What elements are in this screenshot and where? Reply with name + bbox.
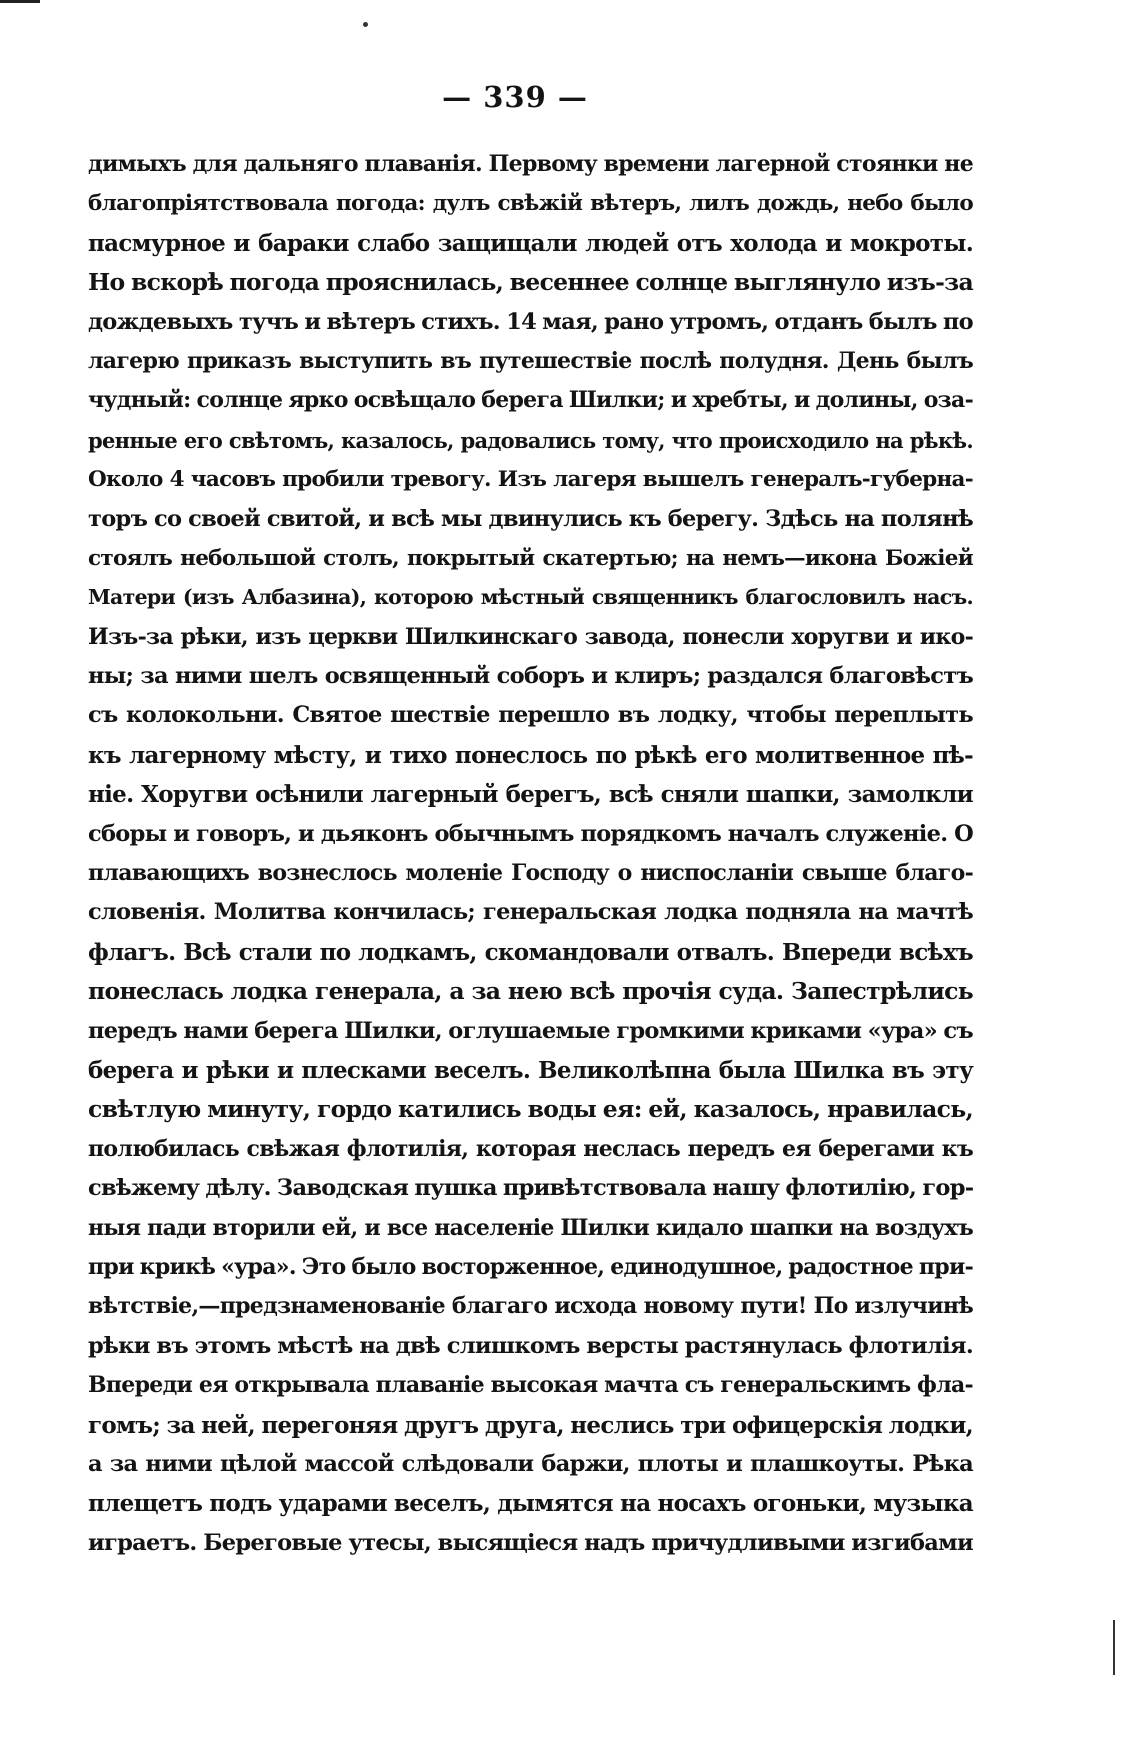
page-number: — 339 — <box>442 80 588 114</box>
text-line: къ лагерному мѣсту, и тихо понеслось по рѣкѣ его молитвенное пѣ- <box>88 741 973 769</box>
text-line: гомъ; за ней, перегоняя другъ друга, неслись три офицерскія лодки, <box>88 1411 973 1439</box>
text-line: флагъ. Всѣ стали по лодкамъ, скомандовали отвалъ. Впереди всѣхъ <box>88 938 973 966</box>
text-line: ныя пади вторили ей, и все населеніе Шилки кидало шапки на воздухъ <box>88 1214 973 1241</box>
text-line: а за ними цѣлой массой слѣдовали баржи, плоты и плашкоуты. Рѣка <box>88 1450 973 1477</box>
text-line: пасмурное и бараки слабо защищали людей отъ холода и мокроты. <box>88 229 973 257</box>
text-line: рѣки въ этомъ мѣстѣ на двѣ слишкомъ версты растянулась флотилія. <box>88 1332 973 1359</box>
text-line: Около 4 часовъ пробили тревогу. Изъ лагеря вышелъ генералъ-губерна- <box>88 467 973 493</box>
text-line: вѣтствіе,—предзнаменованіе благаго исхода новому пути! По излучинѣ <box>88 1293 973 1320</box>
scan-edge-mark <box>1113 1620 1115 1675</box>
text-line: словенія. Молитва кончилась; генеральская лодка подняла на мачтѣ <box>88 899 973 926</box>
text-line: Матери (изъ Албазина), которою мѣстный священникъ благословилъ насъ. <box>88 585 973 610</box>
text-line: понеслась лодка генерала, а за нею всѣ прочія суда. Запестрѣлись <box>88 977 973 1006</box>
text-line: плавающихъ вознеслось моленіе Господу о ниспосланіи свыше благо- <box>88 860 973 887</box>
text-line: Изъ-за рѣки, изъ церкви Шилкинскаго завода, понесли хоругви и ико- <box>88 623 973 650</box>
text-line: благопріятствовала погода: дулъ свѣжій вѣтеръ, лилъ дождь, небо было <box>88 191 973 217</box>
text-line: съ колокольни. Святое шествіе перешло въ лодку, чтобы переплыть <box>88 702 973 729</box>
text-line: торъ со своей свитой, и всѣ мы двинулись къ берегу. Здѣсь на полянѣ <box>88 505 973 532</box>
text-line: сборы и говоръ, и дьяконъ обычнымъ порядкомъ началъ служеніе. О <box>88 820 973 847</box>
text-line: играетъ. Береговые утесы, высящіеся надъ причудливыми изгибами <box>88 1529 973 1556</box>
text-line: димыхъ для дальняго плаванія. Первому времени лагерной стоянки не <box>88 151 973 177</box>
text-line: при крикѣ «ура». Это было восторженное, единодушное, радостное при- <box>88 1253 973 1280</box>
text-line: чудный: солнце ярко освѣщало берега Шилки; и хребты, и долины, оза- <box>88 387 973 414</box>
text-line: плещетъ подъ ударами веселъ, дымятся на носахъ огоньки, музыка <box>88 1490 973 1518</box>
text-line: берега и рѣки и плесками веселъ. Великолѣпна была Шилка въ эту <box>88 1056 973 1084</box>
scan-speck <box>363 22 368 27</box>
text-line: Впереди ея открывала плаваніе высокая мачта съ генеральскимъ фла- <box>88 1372 973 1399</box>
text-line: ніе. Хоругви осѣнили лагерный берегъ, всѣ сняли шапки, замолкли <box>88 781 973 809</box>
text-line: дождевыхъ тучъ и вѣтеръ стихъ. 14 мая, рано утромъ, отданъ былъ по <box>88 308 973 335</box>
text-line: свѣжему дѣлу. Заводская пушка привѣтствовала нашу флотилію, гор- <box>88 1175 974 1202</box>
text-line: передъ нами берега Шилки, оглушаемые громкими криками «ура» съ <box>88 1017 973 1044</box>
text-line: ренные его свѣтомъ, казалось, радовались тому, что происходило на рѣкѣ. <box>88 427 973 453</box>
text-line: полюбилась свѣжая флотилія, которая неслась передъ ея берегами къ <box>88 1135 973 1162</box>
text-line: стоялъ небольшой столъ, покрытый скатертью; на немъ—икона Божіей <box>88 545 973 571</box>
scan-edge-rule <box>0 0 40 3</box>
text-line: свѣтлую минуту, гордо катились воды ея: ей, казалось, нравилась, <box>88 1095 973 1124</box>
text-line: Но вскорѣ погода прояснилась, весеннее солнце выглянуло изъ-за <box>88 268 973 297</box>
text-line: ны; за ними шелъ освященный соборъ и клиръ; раздался благовѣстъ <box>88 663 973 690</box>
page-text <box>88 145 973 1563</box>
text-line: лагерю приказъ выступить въ путешествіе послѣ полудня. День былъ <box>88 347 973 374</box>
